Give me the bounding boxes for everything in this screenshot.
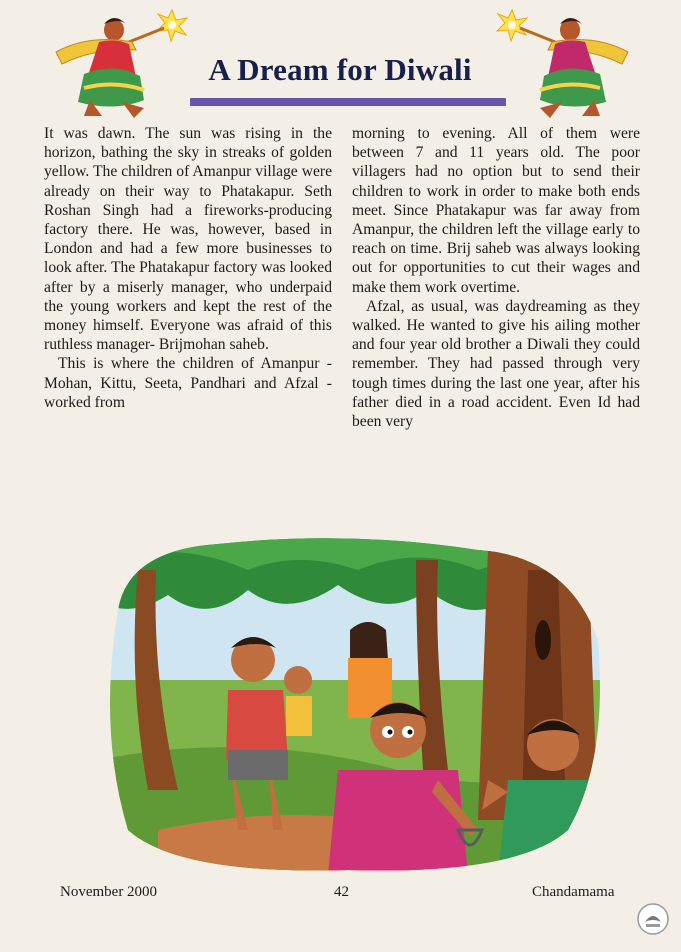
page-title: A Dream for Diwali [208,52,472,87]
watermark-badge-icon [636,902,670,936]
magazine-name: Chandamama [532,884,615,900]
paragraph: Afzal, as usual, was daydreaming as they walked. He wanted to give his ailing mother and four year old brother a Diwali they could remember. They had passed through very tough times during the last one year, after his father died in a road accident. Even Id had been very [352,297,640,431]
page-number: 42 [334,884,349,900]
paragraph: This is where the children of Amanpur - Mohan, Kittu, Seeta, Pandhari and Afzal - worked from [44,355,332,411]
title-underline [190,98,506,106]
paragraph: It was dawn. The sun was rising in the horizon, bathing the sky in streaks of golden yellow. The children of Amanpur village were already on their way to Phatakapur. Seth Roshan Singh had a fireworks-producing factory there. He was, however, based in London and had a few more businesses to look after. The Phatakapur factory was looked after by a miserly manager, who underpaid the young workers and kept the rest of the money himself. Everyone was afraid of this ruthless manager- Brijmohan saheb. [44,125,332,354]
text-column-right [352,124,640,431]
text-column-left [44,124,332,412]
paragraph: morning to evening. All of them were between 7 and 11 years old. The poor villagers had no option but to send their children to work in order to make both ends meet. Since Phatakapur was far away from Amanpur, the children left the village early to reach on time. Brij saheb was always looking out for opportunities to cut their wages and make them work overtime. [352,125,640,296]
issue-date: November 2000 [60,884,158,900]
children-walking-in-forest-illustration [98,530,606,875]
